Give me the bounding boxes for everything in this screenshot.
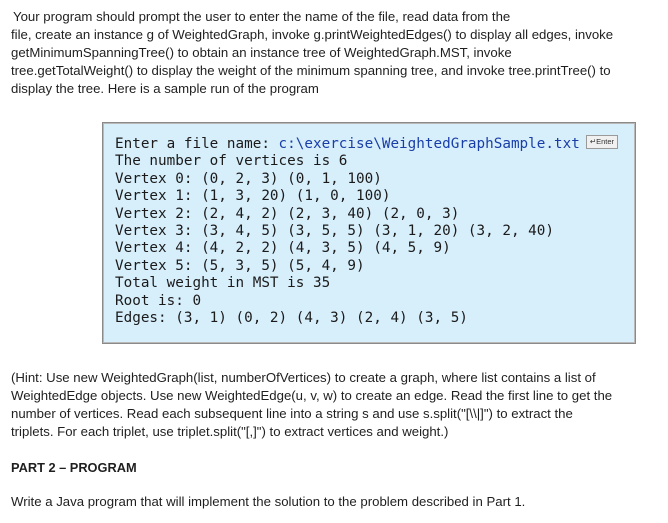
part2-text: Write a Java program that will implement the solution to the problem described in Part 1. bbox=[11, 494, 526, 509]
console-output-line: Vertex 3: (3, 4, 5) (3, 5, 5) (3, 1, 20) (3, 2, 40) bbox=[115, 223, 554, 240]
console-output-line: Root is: 0 bbox=[115, 292, 202, 309]
hint-line: triplets. For each triplet, use triplet.split("[,]") to extract vertices and weight.) bbox=[11, 424, 449, 439]
console-prompt-line bbox=[115, 136, 627, 153]
hint-line: number of vertices. Read each subsequent line into a string s and use s.split("[\\|]") to extract the bbox=[11, 406, 573, 421]
part2-heading: PART 2 – PROGRAM bbox=[11, 460, 137, 475]
intro-line: Your program should prompt the user to enter the name of the file, read data from the bbox=[13, 9, 511, 24]
intro-line: display the tree. Here is a sample run of the program bbox=[11, 81, 319, 96]
console-output-line: Vertex 4: (4, 2, 2) (4, 3, 5) (4, 5, 9) bbox=[115, 240, 451, 257]
hint-line: (Hint: Use new WeightedGraph(list, numberOfVertices) to create a graph, where list contains a list of bbox=[11, 370, 596, 385]
intro-line: tree.getTotalWeight() to display the weight of the minimum spanning tree, and invoke tree.printTree() to bbox=[11, 63, 611, 78]
hint-paragraph bbox=[11, 369, 663, 441]
console-text bbox=[115, 136, 627, 327]
enter-key-icon: ↵Enter bbox=[586, 135, 618, 149]
intro-paragraph bbox=[11, 8, 663, 98]
console-output-line: The number of vertices is 6 bbox=[115, 153, 348, 170]
console-output-line: Vertex 0: (0, 2, 3) (0, 1, 100) bbox=[115, 170, 382, 187]
console-output-line: Edges: (3, 1) (0, 2) (4, 3) (2, 4) (3, 5) bbox=[115, 310, 468, 327]
console-output-line: Vertex 5: (5, 3, 5) (5, 4, 9) bbox=[115, 257, 365, 274]
intro-line: getMinimumSpanningTree() to obtain an instance tree of WeightedGraph.MST, invoke bbox=[11, 45, 512, 60]
sample-run-console bbox=[102, 122, 636, 344]
console-output-line: Vertex 1: (1, 3, 20) (1, 0, 100) bbox=[115, 188, 391, 205]
intro-line: file, create an instance g of WeightedGraph, invoke g.printWeightedEdges() to display all edges, invoke bbox=[11, 27, 614, 42]
console-output-line: Vertex 2: (2, 4, 2) (2, 3, 40) (2, 0, 3) bbox=[115, 205, 460, 222]
console-output-line: Total weight in MST is 35 bbox=[115, 275, 331, 292]
hint-line: WeightedEdge objects. Use new WeightedEdge(u, v, w) to create an edge. Read the first line to get the bbox=[11, 388, 613, 403]
console-prompt: Enter a file name: bbox=[115, 136, 279, 152]
console-input: c:\exercise\WeightedGraphSample.txt bbox=[278, 136, 580, 152]
